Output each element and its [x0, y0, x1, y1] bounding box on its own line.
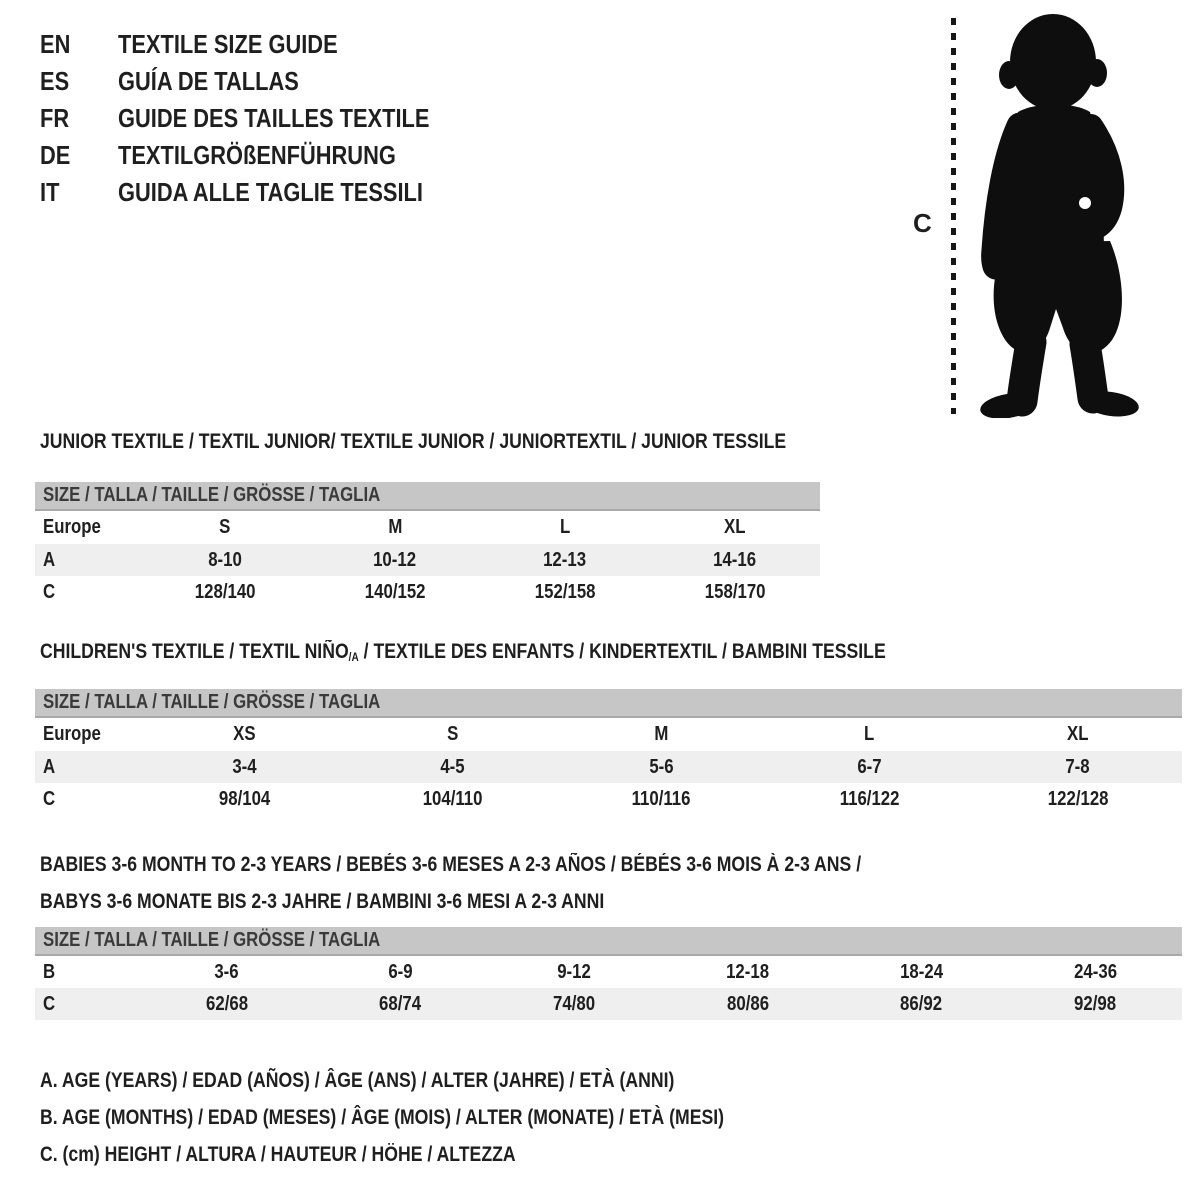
table-row [35, 783, 1182, 815]
babies-title-line2: BABYS 3-6 MONATE BIS 2-3 JAHRE / BAMBINI 3-6 MESI A 2-3 ANNI [40, 890, 605, 913]
children-section-title-text: CHILDREN'S TEXTILE / TEXTIL NIÑO/A / TEXTILE DES ENFANTS / KINDERTEXTIL / BAMBINI TESSILE [40, 640, 886, 664]
babies-section-title [40, 846, 1018, 920]
size-value: 9-12 [557, 960, 591, 983]
language-row [40, 174, 489, 211]
row-label: C [43, 992, 56, 1015]
height-figure [905, 8, 1185, 422]
junior-section-title [40, 430, 928, 454]
guide-title: GUIDA ALLE TAGLIE TESSILI [118, 177, 423, 207]
language-row [40, 100, 489, 137]
size-value: 116/122 [839, 787, 900, 810]
legend-line: C. (cm) HEIGHT / ALTURA / HAUTEUR / HÖHE / ALTEZZA [40, 1142, 516, 1166]
language-code [40, 66, 118, 97]
size-value: 24-36 [1073, 960, 1117, 983]
junior-size-table [35, 482, 820, 608]
size-header-bar [35, 927, 1182, 956]
legend-line: B. AGE (MONTHS) / EDAD (MESES) / ÂGE (MOIS) / ALTER (MONATE) / ETÀ (MESI) [40, 1105, 725, 1129]
babies-size-table [35, 927, 1182, 1020]
column-header: XS [232, 723, 256, 745]
size-value: 12-18 [726, 960, 770, 983]
title-subscript: /A [348, 650, 359, 664]
size-value: 3-6 [214, 960, 239, 983]
column-header: M [387, 516, 402, 538]
legend-line: A. AGE (YEARS) / EDAD (AÑOS) / ÂGE (ANS) / ALTER (JAHRE) / ETÀ (ANNI) [40, 1068, 675, 1092]
size-value: 8-10 [208, 548, 242, 571]
table-row [35, 544, 820, 576]
language-code [40, 140, 118, 171]
size-value: 10-12 [373, 548, 417, 571]
language-row [40, 137, 489, 174]
table-header-row [35, 718, 1182, 751]
size-value: 12-13 [543, 548, 587, 571]
guide-title: TEXTILE SIZE GUIDE [118, 29, 338, 59]
size-value: 6-7 [857, 755, 882, 778]
size-header-bar-text: SIZE / TALLA / TAILLE / GRÖSSE / TAGLIA [43, 484, 381, 506]
size-value: 4-5 [440, 755, 465, 778]
height-measure-label: C [913, 208, 932, 238]
column-header: XL [1067, 723, 1089, 745]
size-value: 158/170 [704, 580, 766, 603]
size-value: 152/158 [534, 580, 596, 603]
size-header-bar [35, 482, 820, 511]
size-value: 128/140 [194, 580, 256, 603]
region-header: Europe [43, 723, 101, 745]
table-row [35, 988, 1182, 1020]
row-label: A [43, 548, 56, 571]
size-value: 92/98 [1074, 992, 1117, 1015]
column-header: S [446, 723, 459, 745]
junior-section-title-text: JUNIOR TEXTILE / TEXTIL JUNIOR/ TEXTILE JUNIOR / JUNIORTEXTIL / JUNIOR TESSILE [40, 430, 787, 453]
guide-title: GUIDE DES TAILLES TEXTILE [118, 103, 430, 133]
babies-title-line1: BABIES 3-6 MONTH TO 2-3 YEARS / BEBÉS 3-6 MESES A 2-3 AÑOS / BÉBÉS 3-6 MOIS À 2-3 ANS / [40, 853, 862, 876]
height-measure-line [951, 18, 956, 414]
row-label: C [43, 787, 56, 810]
children-size-table [35, 689, 1182, 815]
size-value: 7-8 [1065, 755, 1090, 778]
row-label: B [43, 960, 56, 983]
column-header: L [559, 516, 571, 538]
language-code-text: IT [40, 177, 60, 207]
size-value: 98/104 [218, 787, 270, 810]
language-code [40, 29, 118, 60]
size-header-bar-text: SIZE / TALLA / TAILLE / GRÖSSE / TAGLIA [43, 929, 381, 951]
language-code-text: FR [40, 103, 70, 133]
size-value: 3-4 [232, 755, 257, 778]
size-value: 110/116 [631, 787, 691, 810]
language-row [40, 63, 489, 100]
size-header-bar [35, 689, 1182, 718]
language-code [40, 177, 118, 208]
size-value: 18-24 [899, 960, 943, 983]
size-value: 68/74 [379, 992, 422, 1015]
size-header-bar-text: SIZE / TALLA / TAILLE / GRÖSSE / TAGLIA [43, 691, 381, 713]
toddler-silhouette [963, 12, 1151, 418]
size-value: 140/152 [364, 580, 426, 603]
table-row [35, 751, 1182, 783]
row-label: A [43, 755, 56, 778]
guide-title: TEXTILGRÖßENFÜHRUNG [118, 140, 396, 170]
language-title-list [40, 26, 489, 211]
language-code-text: DE [40, 140, 71, 170]
size-value: 74/80 [553, 992, 596, 1015]
table-row [35, 576, 820, 608]
language-code-text: EN [40, 29, 71, 59]
legend [40, 1062, 854, 1173]
column-header: L [864, 723, 875, 745]
table-header-row [35, 511, 820, 544]
row-label: C [43, 580, 56, 603]
size-value: 86/92 [900, 992, 943, 1015]
size-value: 122/128 [1047, 787, 1109, 810]
language-row [40, 26, 489, 63]
children-section-title [40, 640, 1047, 664]
size-value: 62/68 [205, 992, 248, 1015]
guide-title: GUÍA DE TALLAS [118, 66, 299, 96]
size-value: 5-6 [648, 755, 674, 778]
column-header: S [219, 516, 231, 538]
size-value: 6-9 [388, 960, 413, 983]
table-row [35, 956, 1182, 988]
size-value: 80/86 [726, 992, 769, 1015]
language-code-text: ES [40, 66, 70, 96]
size-value: 14-16 [713, 548, 757, 571]
column-header: XL [724, 516, 746, 538]
language-code [40, 103, 118, 134]
region-header: Europe [43, 516, 101, 538]
column-header: M [653, 723, 668, 745]
size-value: 104/110 [422, 787, 483, 810]
